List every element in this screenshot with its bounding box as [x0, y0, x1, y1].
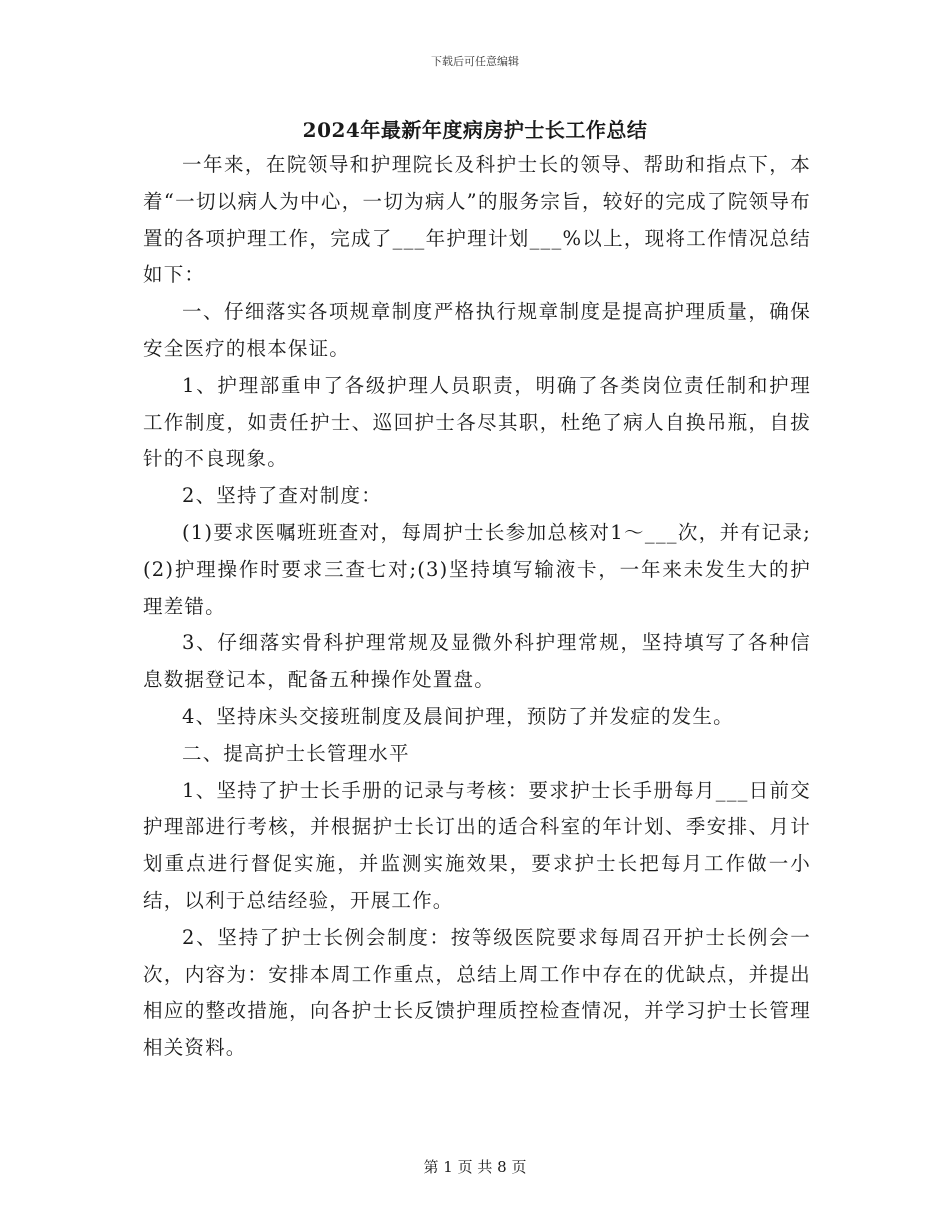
paragraph-item-1-1: 1、护理部重申了各级护理人员职责，明确了各类岗位责任制和护理工作制度，如责任护士、巡回护士各尽其职，杜绝了病人自换吊瓶，自拔针的不良现象。: [143, 373, 811, 471]
paragraph-item-1-3: 3、仔细落实骨科护理常规及显微外科护理常规，坚持填写了各种信息数据登记本，配备五种操作处置盘。: [143, 631, 811, 692]
header-note: 下载后可任意编辑: [431, 55, 519, 68]
document-title: 2024年最新年度病房护士长工作总结: [302, 118, 648, 142]
paragraph-section-2-heading: 二、提高护士长管理水平: [182, 741, 410, 765]
paragraph-item-2-1: 1、坚持了护士长手册的记录与考核：要求护士长手册每月___日前交护理部进行考核，并根据护士长订出的适合科室的年计划、季安排、月计划重点进行督促实施，并监测实施效果，要求护士长把每月工作做一小结，以利于总结经验，开展工作。: [143, 778, 811, 912]
page-footer: 第 1 页 共 8 页: [423, 1158, 527, 1176]
paragraph-item-1-2-details: (1)要求医嘱班班查对，每周护士长参加总核对1～___次，并有记录;(2)护理操作时要求三查七对;(3)坚持填写输液卡，一年来未发生大的护理差错。: [143, 520, 811, 618]
paragraph-section-1-heading: 一、仔细落实各项规章制度严格执行规章制度是提高护理质量，确保安全医疗的根本保证。: [143, 300, 811, 360]
document-body: [143, 147, 811, 1067]
paragraph-item-1-4: 4、坚持床头交接班制度及晨间护理，预防了并发症的发生。: [182, 704, 734, 728]
paragraph-item-1-2: 2、坚持了查对制度：: [182, 484, 382, 508]
paragraph-item-2-2: 2、坚持了护士长例会制度：按等级医院要求每周召开护士长例会一次，内容为：安排本周工作重点，总结上周工作中存在的优缺点，并提出相应的整改措施，向各护士长反馈护理质控检查情况，并学习护士长管理相关资料。: [143, 925, 811, 1060]
paragraph-intro: 一年来，在院领导和护理院长及科护士长的领导、帮助和指点下，本着“一切以病人为中心，一切为病人”的服务宗旨，较好的完成了院领导布置的各项护理工作，完成了___年护理计划___%以上，现将工作情况总结如下：: [143, 153, 811, 287]
